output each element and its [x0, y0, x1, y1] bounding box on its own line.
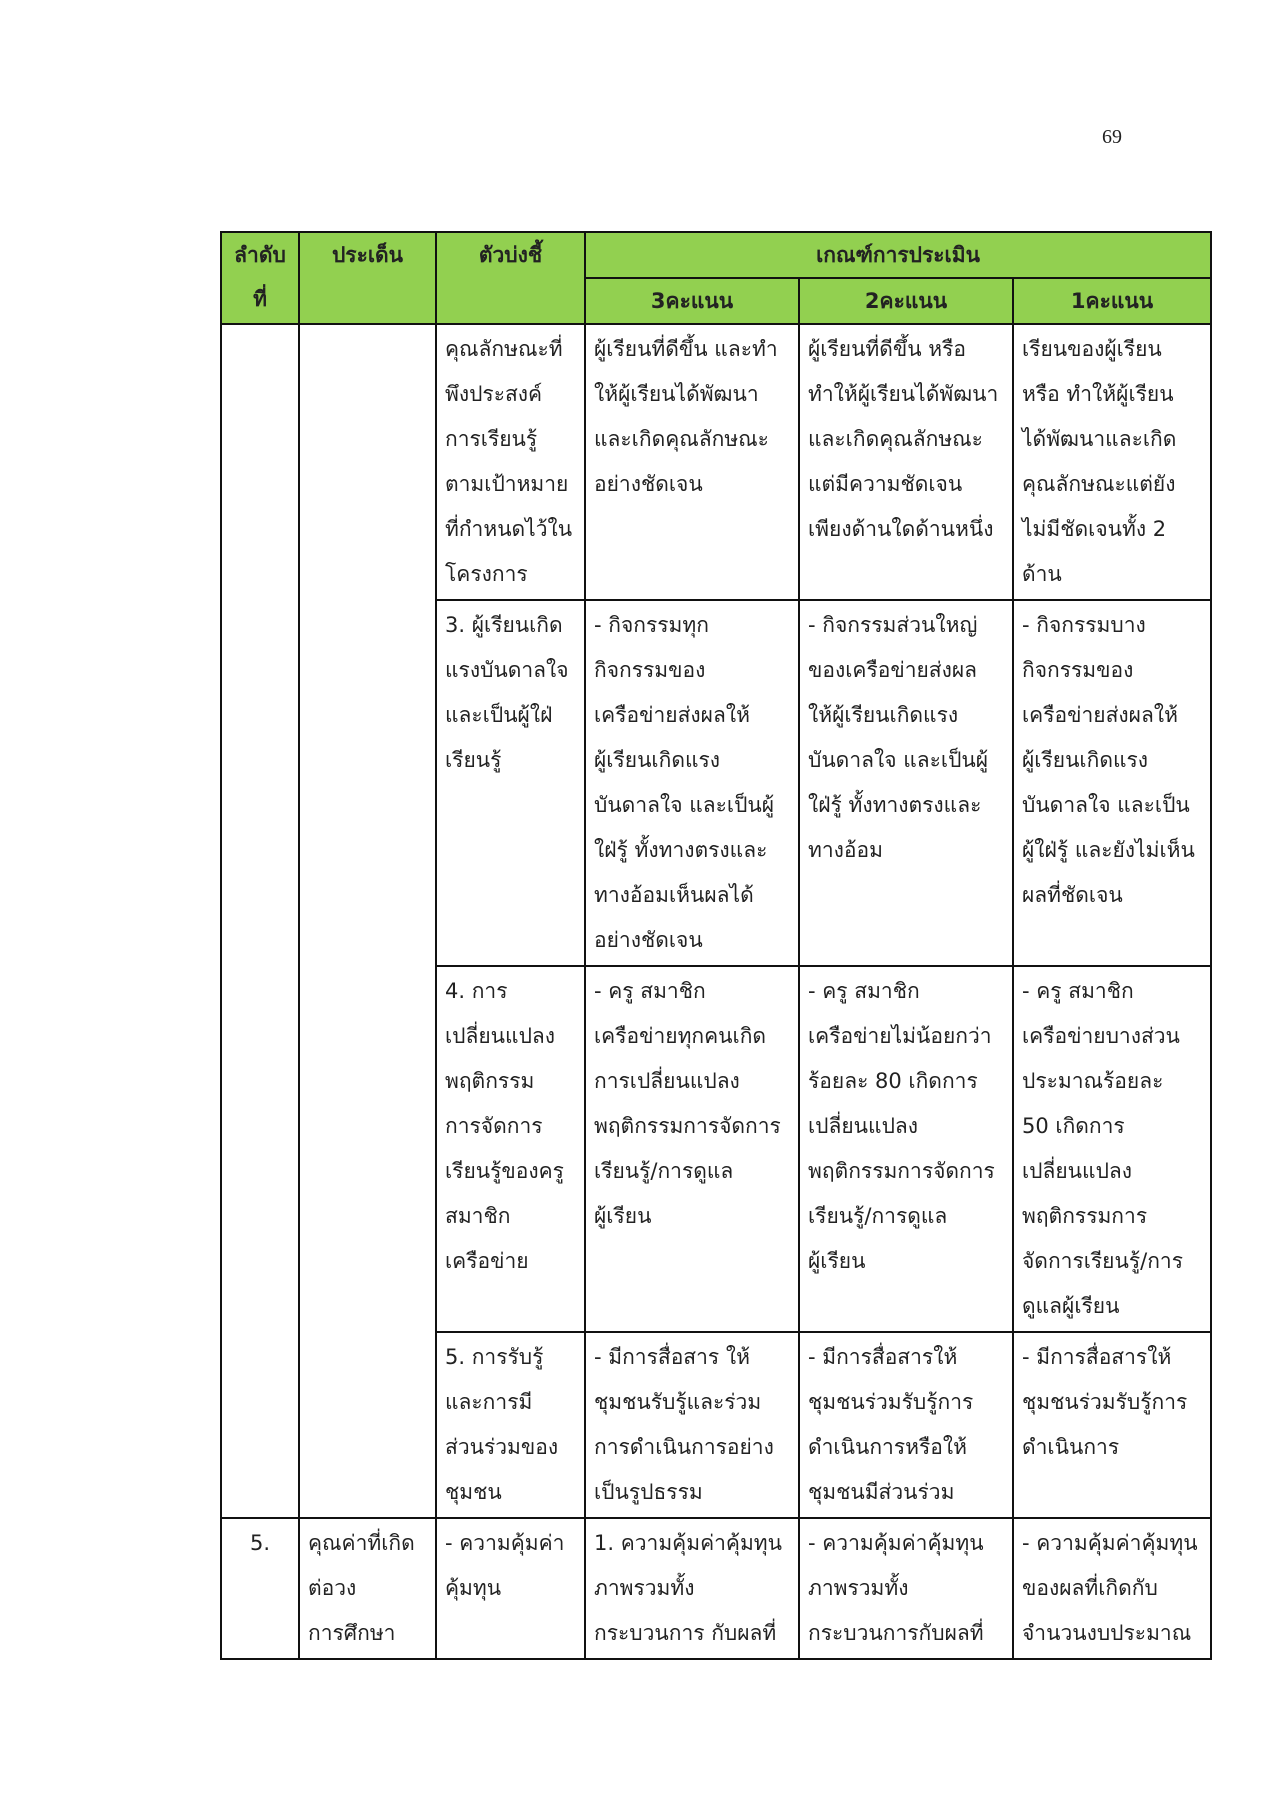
cell-score3	[585, 966, 799, 1332]
cell-score2-line: - ความคุ้มค่าคุ้มทุน	[808, 1531, 984, 1555]
cell-score1-line: ผลที่ชัดเจน	[1022, 883, 1123, 907]
cell-score2-line: - มีการสื่อสารให้	[808, 1345, 958, 1369]
header-score2: 2คะแนน	[799, 278, 1013, 324]
table-row	[221, 324, 1211, 600]
header-no-line: ที่	[253, 287, 267, 311]
cell-score3	[585, 600, 799, 966]
cell-score2-line: - กิจกรรมส่วนใหญ่	[808, 613, 978, 637]
cell-score2	[799, 966, 1013, 1332]
cell-score1-line: - ครู สมาชิก	[1022, 979, 1134, 1003]
cell-indicator-line: เปลี่ยนแปลง	[445, 1024, 556, 1048]
header-criteria: เกณฑ์การประเมิน	[585, 232, 1211, 278]
cell-score3	[585, 1518, 799, 1659]
cell-indicator-line: การจัดการ	[445, 1114, 543, 1138]
page-number: 69	[1102, 126, 1122, 148]
cell-score1-line: ดำเนินการ	[1022, 1435, 1120, 1459]
cell-score1	[1013, 1332, 1211, 1518]
cell-score2-line: พฤติกรรมการจัดการ	[808, 1159, 995, 1183]
evaluation-criteria-table	[220, 231, 1212, 1660]
cell-score2-line: - ครู สมาชิก	[808, 979, 920, 1003]
cell-score1-line: บันดาลใจ และเป็น	[1022, 793, 1190, 817]
cell-score2-line: เพียงด้านใดด้านหนึ่ง	[808, 517, 994, 541]
cell-score2-line: แต่มีความชัดเจน	[808, 472, 963, 496]
cell-score3-line: ผู้เรียนที่ดีขึ้น และทำ	[594, 337, 778, 361]
cell-score1-line: ประมาณร้อยละ	[1022, 1069, 1164, 1093]
header-no-line: ลำดับ	[234, 243, 286, 267]
header-issue: ประเด็น	[299, 232, 436, 324]
cell-indicator-line: ส่วนร่วมของ	[445, 1435, 559, 1459]
cell-score2-line: ภาพรวมทั้ง	[808, 1576, 909, 1600]
cell-score1	[1013, 324, 1211, 600]
cell-score2-line: เรียนรู้/การดูแล	[808, 1204, 948, 1228]
cell-score3-line: อย่างชัดเจน	[594, 472, 703, 496]
cell-score2-line: และเกิดคุณลักษณะ	[808, 427, 983, 451]
cell-score2-line: เปลี่ยนแปลง	[808, 1114, 919, 1138]
cell-score2-line: ชุมชนมีส่วนร่วม	[808, 1480, 955, 1504]
cell-score3	[585, 1332, 799, 1518]
cell-score1-line: ผู้เรียนเกิดแรง	[1022, 748, 1149, 772]
cell-indicator	[436, 966, 585, 1332]
cell-score1-line: กิจกรรมของ	[1022, 658, 1134, 682]
cell-score1-line: คุณลักษณะแต่ยัง	[1022, 472, 1176, 496]
cell-score3-line: ชุมชนรับรู้และร่วม	[594, 1390, 762, 1414]
header-indicator: ตัวบ่งชี้	[436, 232, 585, 324]
cell-score1	[1013, 1518, 1211, 1659]
cell-score1-line: เปลี่ยนแปลง	[1022, 1159, 1133, 1183]
cell-score1-line: ของผลที่เกิดกับ	[1022, 1576, 1158, 1600]
cell-indicator-line: โครงการ	[445, 562, 528, 586]
cell-indicator-line: และเป็นผู้ใฝ่	[445, 703, 553, 727]
cell-indicator-line: พึงประสงค์	[445, 382, 543, 406]
cell-score3-line: ให้ผู้เรียนได้พัฒนา	[594, 382, 759, 406]
cell-indicator-line: - ความคุ้มค่า	[445, 1531, 565, 1555]
cell-score1-line: ไม่มีชัดเจนทั้ง 2	[1022, 517, 1167, 541]
cell-indicator-line: การเรียนรู้	[445, 427, 538, 451]
cell-score2-line: ทำให้ผู้เรียนได้พัฒนา	[808, 382, 999, 406]
cell-score1-line: ผู้ใฝ่รู้ และยังไม่เห็น	[1022, 838, 1195, 862]
cell-indicator-line: คุ้มทุน	[445, 1576, 502, 1600]
cell-score1-line: - ความคุ้มค่าคุ้มทุน	[1022, 1531, 1198, 1555]
cell-indicator-line: 3. ผู้เรียนเกิด	[445, 613, 563, 637]
cell-score3-line: การเปลี่ยนแปลง	[594, 1069, 740, 1093]
cell-score1-line: ชุมชนร่วมรับรู้การ	[1022, 1390, 1188, 1414]
cell-score3-line: เป็นรูปธรรม	[594, 1480, 703, 1504]
cell-score1-line: เครือข่ายส่งผลให้	[1022, 703, 1178, 727]
cell-indicator-line: ชุมชน	[445, 1480, 502, 1504]
cell-score3-line: เครือข่ายทุกคนเกิด	[594, 1024, 767, 1048]
cell-score2-line: ให้ผู้เรียนเกิดแรง	[808, 703, 959, 727]
table-row	[221, 1518, 1211, 1659]
cell-score3-line: กระบวนการ กับผลที่	[594, 1621, 777, 1645]
cell-score1-line: เรียนของผู้เรียน	[1022, 337, 1162, 361]
cell-score1-line: 50 เกิดการ	[1022, 1114, 1125, 1138]
cell-score3-line: 1. ความคุ้มค่าคุ้มทุน	[594, 1531, 783, 1555]
cell-score1	[1013, 600, 1211, 966]
cell-score1-line: จำนวนงบประมาณ	[1022, 1621, 1192, 1645]
cell-no: 5.	[221, 1518, 299, 1659]
cell-score2-line: กระบวนการกับผลที่	[808, 1621, 984, 1645]
cell-issue	[299, 1518, 436, 1659]
cell-score2-line: ผู้เรียนที่ดีขึ้น หรือ	[808, 337, 967, 361]
cell-score1-line: - มีการสื่อสารให้	[1022, 1345, 1172, 1369]
cell-score3-line: - ครู สมาชิก	[594, 979, 706, 1003]
cell-score3-line: การดำเนินการอย่าง	[594, 1435, 774, 1459]
cell-score1-line: จัดการเรียนรู้/การ	[1022, 1249, 1183, 1273]
cell-indicator-line: พฤติกรรม	[445, 1069, 535, 1093]
cell-score2-line: ร้อยละ 80 เกิดการ	[808, 1069, 978, 1093]
cell-score3-line: ใฝ่รู้ ทั้งทางตรงและ	[594, 838, 768, 862]
cell-score3-line: ภาพรวมทั้ง	[594, 1576, 695, 1600]
cell-indicator-line: เครือข่าย	[445, 1249, 529, 1273]
cell-score1	[1013, 966, 1211, 1332]
cell-indicator-line: เรียนรู้	[445, 748, 502, 772]
cell-score3-line: กิจกรรมของ	[594, 658, 706, 682]
cell-issue-line: ต่อวง	[308, 1576, 357, 1600]
cell-score3-line: บันดาลใจ และเป็นผู้	[594, 793, 775, 817]
cell-score3-line: ผู้เรียนเกิดแรง	[594, 748, 721, 772]
cell-indicator-line: เรียนรู้ของครู	[445, 1159, 564, 1183]
cell-indicator	[436, 324, 585, 600]
cell-score3	[585, 324, 799, 600]
cell-score3-line: พฤติกรรมการจัดการ	[594, 1114, 781, 1138]
cell-indicator-line: คุณลักษณะที่	[445, 337, 563, 361]
cell-score2	[799, 1518, 1013, 1659]
cell-score2	[799, 600, 1013, 966]
cell-score1-line: หรือ ทำให้ผู้เรียน	[1022, 382, 1174, 406]
cell-score3-line: เรียนรู้/การดูแล	[594, 1159, 734, 1183]
cell-score1-line: ได้พัฒนาและเกิด	[1022, 427, 1177, 451]
cell-no	[221, 324, 299, 1518]
cell-score2-line: เครือข่ายไม่น้อยกว่า	[808, 1024, 992, 1048]
cell-score2-line: ใฝ่รู้ ทั้งทางตรงและ	[808, 793, 982, 817]
header-score3: 3คะแนน	[585, 278, 799, 324]
cell-indicator-line: ที่กำหนดไว้ใน	[445, 517, 573, 541]
header-score1: 1คะแนน	[1013, 278, 1211, 324]
cell-score3-line: อย่างชัดเจน	[594, 928, 703, 952]
cell-score1-line: พฤติกรรมการ	[1022, 1204, 1148, 1228]
cell-score3-line: และเกิดคุณลักษณะ	[594, 427, 769, 451]
cell-indicator-line: แรงบันดาลใจ	[445, 658, 569, 682]
cell-indicator-line: 4. การ	[445, 979, 508, 1003]
cell-score2-line: ของเครือข่ายส่งผล	[808, 658, 978, 682]
cell-score2	[799, 324, 1013, 600]
cell-score1-line: - กิจกรรมบาง	[1022, 613, 1146, 637]
cell-score1-line: เครือข่ายบางส่วน	[1022, 1024, 1180, 1048]
cell-indicator-line: สมาชิก	[445, 1204, 511, 1228]
cell-indicator	[436, 1332, 585, 1518]
cell-indicator	[436, 1518, 585, 1659]
cell-issue-line: การศึกษา	[308, 1621, 396, 1645]
cell-indicator-line: 5. การรับรู้	[445, 1345, 544, 1369]
cell-score3-line: - กิจกรรมทุก	[594, 613, 709, 637]
cell-score2	[799, 1332, 1013, 1518]
cell-score3-line: เครือข่ายส่งผลให้	[594, 703, 750, 727]
cell-score3-line: - มีการสื่อสาร ให้	[594, 1345, 750, 1369]
cell-score2-line: ผู้เรียน	[808, 1249, 866, 1273]
cell-issue-line: คุณค่าที่เกิด	[308, 1531, 415, 1555]
cell-issue	[299, 324, 436, 1518]
cell-score2-line: ทางอ้อม	[808, 838, 883, 862]
cell-indicator	[436, 600, 585, 966]
cell-score3-line: ทางอ้อมเห็นผลได้	[594, 883, 754, 907]
cell-score2-line: ชุมชนร่วมรับรู้การ	[808, 1390, 974, 1414]
cell-score2-line: บันดาลใจ และเป็นผู้	[808, 748, 989, 772]
cell-score3-line: ผู้เรียน	[594, 1204, 652, 1228]
cell-score2-line: ดำเนินการหรือให้	[808, 1435, 967, 1459]
cell-indicator-line: และการมี	[445, 1390, 533, 1414]
cell-indicator-line: ตามเป้าหมาย	[445, 472, 569, 496]
header-no	[221, 232, 299, 324]
cell-score1-line: ดูแลผู้เรียน	[1022, 1294, 1120, 1318]
cell-score1-line: ด้าน	[1022, 562, 1062, 586]
